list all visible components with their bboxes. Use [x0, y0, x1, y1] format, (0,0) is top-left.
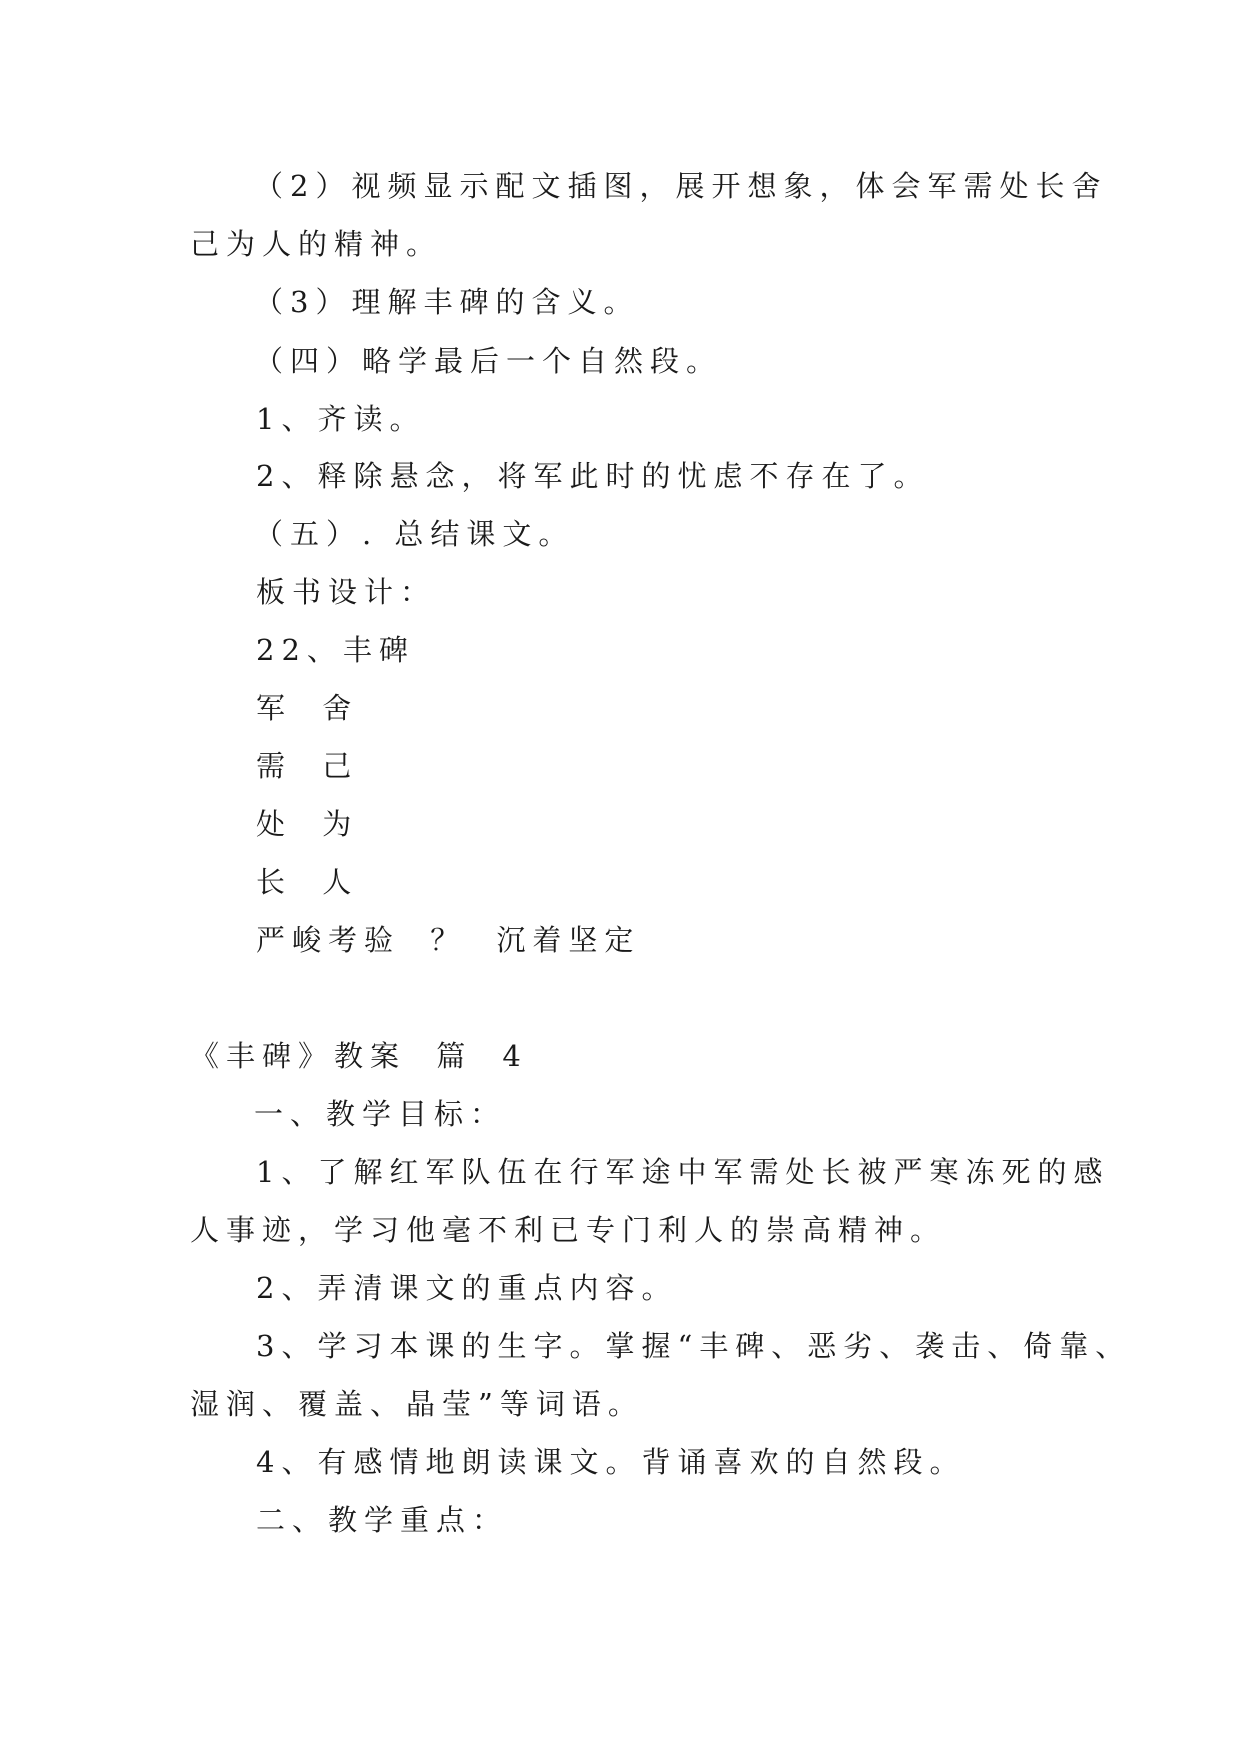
paragraph-line: 1、齐读。 [256, 402, 426, 436]
paragraph-line: 一、教学目标： [254, 1097, 507, 1131]
paragraph-line: （五）. 总结课文。 [254, 517, 575, 551]
paragraph-line: 己为人的精神。 [190, 227, 443, 261]
board-design-title: 22、丰碑 [256, 633, 415, 667]
board-design-row: 处 为 [256, 807, 359, 841]
paragraph-line: （2）视频显示配文插图，展开想象，体会军需处长舍 [254, 169, 1108, 203]
board-design-row: 长 人 [256, 865, 359, 899]
paragraph-line: 二、教学重点： [256, 1503, 509, 1537]
board-design-row: 军 舍 [256, 691, 359, 725]
paragraph-line: 2、弄清课文的重点内容。 [256, 1271, 678, 1305]
paragraph-line: 4、有感情地朗读课文。背诵喜欢的自然段。 [256, 1445, 966, 1479]
paragraph-line: 1、了解红军队伍在行军途中军需处长被严寒冻死的感 [256, 1155, 1110, 1189]
paragraph-line: 3、学习本课的生字。掌握“丰碑、恶劣、袭击、倚靠、 [256, 1329, 1132, 1363]
board-design-row: 需 己 [256, 749, 359, 783]
paragraph-line: 2、释除悬念，将军此时的忧虑不存在了。 [256, 459, 930, 493]
paragraph-line: 人事迹，学习他毫不利已专门利人的崇高精神。 [190, 1213, 947, 1247]
paragraph-line: （四）略学最后一个自然段。 [254, 344, 723, 378]
board-design-heading: 板书设计： [256, 575, 437, 609]
section-title: 《丰碑》教案 篇 4 [190, 1039, 528, 1073]
board-design-row: 严峻考验 ？ 沉着坚定 [256, 923, 641, 957]
paragraph-line: （3）理解丰碑的含义。 [254, 285, 640, 319]
paragraph-line: 湿润、覆盖、晶莹”等词语。 [190, 1387, 644, 1421]
